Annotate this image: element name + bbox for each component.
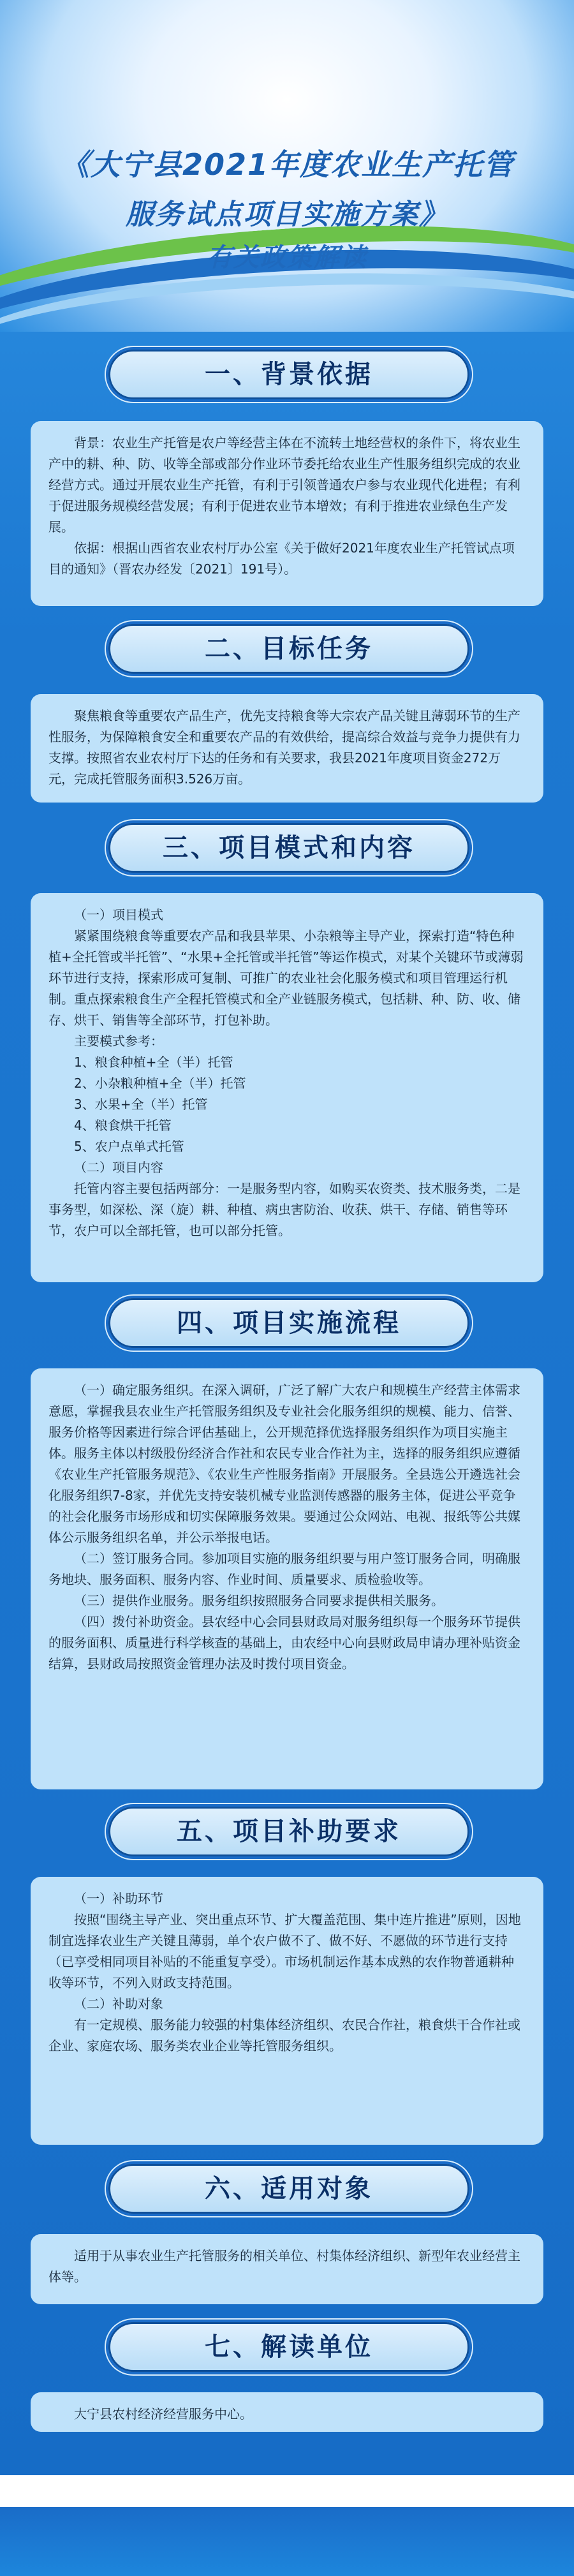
title-line-1: 《大宁县2021年度农业生产托管 [59,147,515,182]
process-step-3: （三）提供作业服务。服务组织按照服务合同要求提供相关服务。 [74,1593,444,1608]
section-panel-goals [31,694,543,803]
section-panel-interpreter [31,2392,543,2432]
target-paragraph: 适用于从事农业生产托管服务的相关单位、村集体经济组织、新型年农业经营主体等。 [48,2248,520,2284]
section-panel-subsidy [31,1877,543,2145]
header-banner [0,0,574,332]
section-panel-process [31,1368,543,1789]
section-heading-subsidy: 五、项目补助要求 [108,1807,469,1856]
mode-paragraph-1: 紧紧围绕粮食等重要农产品和我县苹果、小杂粮等主导产业，探索打造“特色种植+全托管或半托管”、“水果+全托管或半托管”等运作模式，对某个关键环节或薄弱环节进行支持，探索形成可复制、可推广的农业社会化服务模式和项目管理运行机制。重点探索粮食生产全程托管模式和全产业链服务模式，包括耕、种、防、收、储存、烘干、销售等全部环节，打包补助。 [48,928,524,1028]
goals-paragraph: 聚焦粮食等重要农产品生产，优先支持粮食等大宗农产品关键且薄弱环节的生产性服务，为保障粮食安全和重要农产品的有效供给，提高综合效益与竞争力提供有力支撑。按照省农业农村厅下达的任务和有关要求，我县2021年度项目资金272万元，完成托管服务面积3.526万亩。 [48,708,520,787]
mode-list-item: 1、粮食种植+全（半）托管 [74,1055,233,1070]
mode-list-item: 2、小杂粮种植+全（半）托管 [74,1076,246,1091]
subsidy-paragraph-2: 有一定规模、服务能力较强的村集体经济组织、农民合作社，粮食烘干合作社或企业、家庭农场、服务类农业企业等托管服务组织。 [48,2017,520,2054]
mode-list-item: 3、水果+全（半）托管 [74,1097,208,1112]
mode-list-title: 主要模式参考： [74,1033,163,1049]
mode-list-item: 4、粮食烘干托管 [74,1118,172,1133]
section-heading-interpreter: 七、解读单位 [108,2322,469,2372]
mode-subheading-1: （一）项目模式 [74,907,163,922]
basis-paragraph: 依据：根据山西省农业农村厅办公室《关于做好2021年度农业生产托管试点项目的通知》（晋农办经发〔2021〕191号）。 [48,540,515,577]
section-heading-target: 六、适用对象 [108,2164,469,2214]
process-step-2: （二）签订服务合同。参加项目实施的服务组织要与用户签订服务合同，明确服务地块、服务面积、服务内容、作业时间、质量要求、质检验收等。 [48,1551,520,1587]
section-panel-background [31,421,543,606]
footer-divider [0,2475,574,2507]
mode-paragraph-2: 托管内容主要包括两部分：一是服务型内容，如购买农资类、技术服务类，二是事务型，如深松、深（旋）耕、种植、病虫害防治、收获、烘干、存储、销售等环节，农户可以全部托管，也可以部分托管。 [48,1181,520,1238]
section-panel-mode [31,893,543,1282]
background-paragraph: 背景：农业生产托管是农户等经营主体在不流转土地经营权的条件下，将农业生产中的耕、种、防、收等全部或部分作业环节委托给农业生产性服务组织完成的农业经营方式。通过开展农业生产托管，有利于引领普通农户参与农业现代化进程；有利于促进服务规模经营发展；有利于促进农业节本增效；有利于推进农业绿色生产发展。 [48,435,520,535]
subsidy-subheading-2: （二）补助对象 [74,1996,163,2011]
subsidy-subheading-1: （一）补助环节 [74,1891,163,1906]
subsidy-paragraph-1: 按照“围绕主导产业、突出重点环节、扩大覆盖范围、集中连片推进”原则，因地制宜选择农业生产关键且薄弱，单个农户做不了、做不好、不愿做的环节进行支持（已享受相同项目补贴的不能重复享受）。市场机制运作基本成熟的农作物普通耕种收等环节，不列入财政支持范围。 [48,1912,521,1990]
section-heading-process: 四、项目实施流程 [108,1298,469,1348]
title-line-3: 有关政策解读 [207,243,367,272]
process-step-4: （四）拨付补助资金。县农经中心会同县财政局对服务组织每一个服务环节提供的服务面积、质量进行科学核查的基础上，由农经中心向县财政局申请办理补贴资金结算，县财政局按照资金管理办法及时拨付项目资金。 [48,1614,520,1671]
section-heading-background: 一、背景依据 [108,350,469,399]
mode-list-item: 5、农户点单式托管 [74,1139,184,1154]
section-heading-mode: 三、项目模式和内容 [108,823,469,873]
title-line-2: 服务试点项目实施方案》 [126,198,448,231]
section-panel-target [31,2234,543,2304]
process-step-1: （一）确定服务组织。在深入调研，广泛了解广大农户和规模生产经营主体需求意愿，掌握我县农业生产托管服务组织及专业社会化服务组织的规模、能力、信誉、服务价格等因素进行综合评估基础上，公开规范择优选择服务组织作为项目实施主体。服务主体以村级股份经济合作社和农民专业合作社为主，选择的服务组织应遵循《农业生产托管服务规范》、《农业生产性服务指南》开展服务。全县选公开遴选社会化服务组织7-8家，并优先支持安装机械专业监测传感器的服务主体，促进公平竞争的社会化服务市场形成和切实保障服务效果。要通过公众网站、电视、报纸等公共媒体公示服务组织名单，并公示举报电话。 [48,1382,520,1545]
mode-subheading-2: （二）项目内容 [74,1160,163,1175]
section-heading-goals: 二、目标任务 [108,624,469,674]
interpreter-paragraph: 大宁县农村经济经营服务中心。 [74,2406,253,2422]
